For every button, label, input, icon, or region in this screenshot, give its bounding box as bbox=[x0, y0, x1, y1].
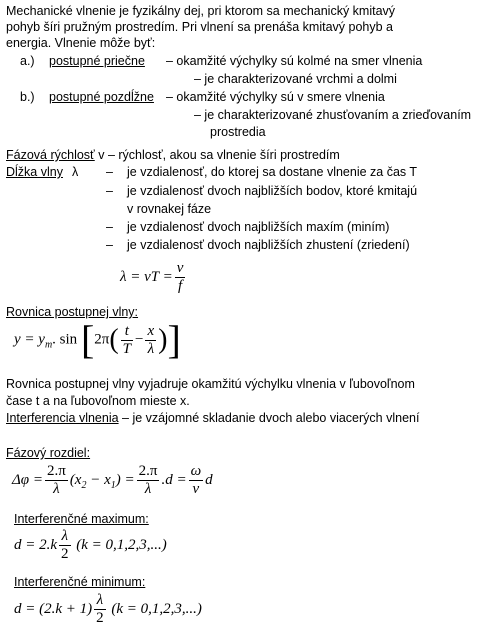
wavelength-item-3: je vzdialenosť dvoch najbližších maxím (miním) bbox=[127, 220, 390, 234]
lambda-eq-lhs: λ = vT = bbox=[120, 268, 173, 285]
type-b-dash-2-cont: prostredia bbox=[210, 125, 266, 139]
interference-rest: – je vzájomné skladanie dvoch alebo viacerých vlnení bbox=[118, 411, 420, 425]
wavelength-term: Dĺžka vlny bbox=[6, 165, 63, 179]
phase-diff-lhs: Δφ = bbox=[12, 471, 43, 488]
phase-diff-mid-1: (x bbox=[69, 471, 82, 488]
phase-diff-equation bbox=[12, 463, 213, 498]
max-lhs: d = 2.k bbox=[14, 536, 58, 553]
wave-eq-paren-close: ) bbox=[158, 324, 168, 355]
wave-eq-bracket-open: [ bbox=[80, 317, 95, 362]
wavelength-dash-1: – bbox=[106, 165, 113, 179]
wave-eq-two-pi: 2π bbox=[94, 331, 110, 348]
phase-diff-sub-2: 2 bbox=[81, 479, 87, 491]
lambda-eq-num: v bbox=[176, 260, 184, 276]
phase-speed-rest: v – rýchlosť, akou sa vlnenie šíri prostredím bbox=[94, 148, 340, 162]
min-heading: Interferenčné minimum: bbox=[14, 575, 146, 589]
max-num: λ bbox=[59, 528, 71, 546]
wavelength-item-2: je vzdialenosť dvoch najbližších bodov, ktoré kmitajú bbox=[127, 184, 418, 198]
max-heading: Interferenčné maximum: bbox=[14, 512, 149, 526]
wave-eq-frac-x bbox=[145, 323, 156, 358]
type-a-marker: a.) bbox=[20, 54, 35, 68]
phase-diff-num-2: 2.π bbox=[138, 463, 158, 479]
min-cond: (k = 0,1,2,3,...) bbox=[111, 600, 202, 617]
type-b-name: postupné pozdĺžne bbox=[49, 90, 154, 104]
wavelength-dash-4: – bbox=[106, 238, 113, 252]
lambda-eq-fraction bbox=[175, 260, 186, 295]
intro-line-2: pohyb šíri pružným prostredím. Pri vlnení sa prenáša kmitavý pohyb a bbox=[6, 20, 393, 34]
wave-eq-heading: Rovnica postupnej vlny: bbox=[6, 305, 139, 319]
wavelength-symbol: λ bbox=[72, 165, 79, 179]
intro-line-1: Mechanické vlnenie je fyzikálny dej, pri ktorom sa mechanický kmitavý bbox=[6, 4, 396, 18]
phase-diff-den-3: v bbox=[192, 481, 200, 497]
phase-diff-frac-1 bbox=[45, 463, 68, 498]
wave-eq-x: x bbox=[147, 322, 155, 339]
type-a-name: postupné priečne bbox=[49, 54, 145, 68]
min-equation bbox=[14, 592, 202, 627]
max-cond: (k = 0,1,2,3,...) bbox=[76, 536, 167, 553]
type-b-dash-1: – okamžité výchylky sú v smere vlnenia bbox=[166, 90, 385, 104]
min-frac bbox=[94, 592, 106, 627]
phase-speed-term: Fázová rýchlosť bbox=[6, 148, 95, 162]
phase-diff-num-1: 2.π bbox=[46, 463, 66, 479]
wave-eq-desc-2: čase t a na ľubovoľnom mieste x. bbox=[6, 394, 190, 408]
lambda-eq-den: f bbox=[177, 278, 183, 294]
phase-diff-heading: Fázový rozdiel: bbox=[6, 446, 91, 460]
phase-diff-mid-2: − x bbox=[86, 471, 111, 488]
interference-line bbox=[6, 410, 419, 426]
min-num: λ bbox=[94, 592, 106, 610]
type-b-dash-2: – je charakterizované zhusťovaním a zriеďovaním bbox=[194, 108, 472, 122]
phase-speed-line bbox=[6, 147, 340, 163]
wave-equation bbox=[14, 317, 181, 362]
max-frac bbox=[59, 528, 71, 563]
wave-eq-ym-sub: m bbox=[44, 339, 53, 351]
type-b-marker: b.) bbox=[20, 90, 35, 104]
phase-diff-frac-2 bbox=[137, 463, 160, 498]
wave-eq-frac-t bbox=[121, 323, 133, 358]
intro-line-3: energia. Vlnenie môže byť: bbox=[6, 36, 156, 50]
phase-diff-num-3: ω bbox=[190, 463, 202, 479]
max-equation bbox=[14, 528, 167, 563]
wave-eq-sin: . sin bbox=[52, 331, 78, 348]
min-den: 2 bbox=[96, 610, 104, 626]
wave-eq-desc-1: Rovnica postupnej vlny vyjadruje okamžitú výchylku vlnenia v ľubovoľnom bbox=[6, 377, 415, 391]
wavelength-item-1: je vzdialenosť, do ktorej sa dostane vlnenie za čas T bbox=[127, 165, 418, 179]
type-a-dash-2: – je charakterizované vrchmi a dolmi bbox=[194, 72, 397, 86]
wave-eq-minus: − bbox=[135, 331, 144, 348]
phase-diff-mid-4: .d = bbox=[161, 471, 187, 488]
wavelength-dash-2: – bbox=[106, 184, 113, 198]
min-lhs: d = (2.k + 1) bbox=[14, 600, 93, 617]
lambda-equation bbox=[120, 260, 187, 295]
type-a-dash-1: – okamžité výchylky sú kolmé na smer vlnenia bbox=[166, 54, 423, 68]
wavelength-dash-3: – bbox=[106, 220, 113, 234]
wavelength-item-2-cont: v rovnakej fáze bbox=[127, 202, 212, 216]
wave-eq-y: y = y bbox=[14, 331, 45, 348]
max-den: 2 bbox=[61, 546, 69, 562]
phase-diff-end: d bbox=[205, 471, 213, 488]
wavelength-item-4: je vzdialenosť dvoch najbližších zhustení (zriedení) bbox=[127, 238, 410, 252]
phase-diff-den-1: λ bbox=[53, 481, 60, 497]
phase-diff-frac-3 bbox=[189, 463, 204, 498]
phase-diff-den-2: λ bbox=[144, 481, 152, 497]
phase-diff-mid-3: ) = bbox=[115, 471, 135, 488]
wave-eq-t: t bbox=[121, 323, 133, 341]
wave-eq-lam: λ bbox=[147, 340, 155, 357]
wave-eq-T: T bbox=[122, 340, 132, 357]
wave-eq-bracket-close: ] bbox=[167, 317, 181, 362]
interference-term: Interferencia vlnenia bbox=[6, 411, 119, 425]
phase-diff-sub-1: 1 bbox=[110, 479, 116, 491]
wave-eq-paren-open: ( bbox=[109, 324, 119, 355]
